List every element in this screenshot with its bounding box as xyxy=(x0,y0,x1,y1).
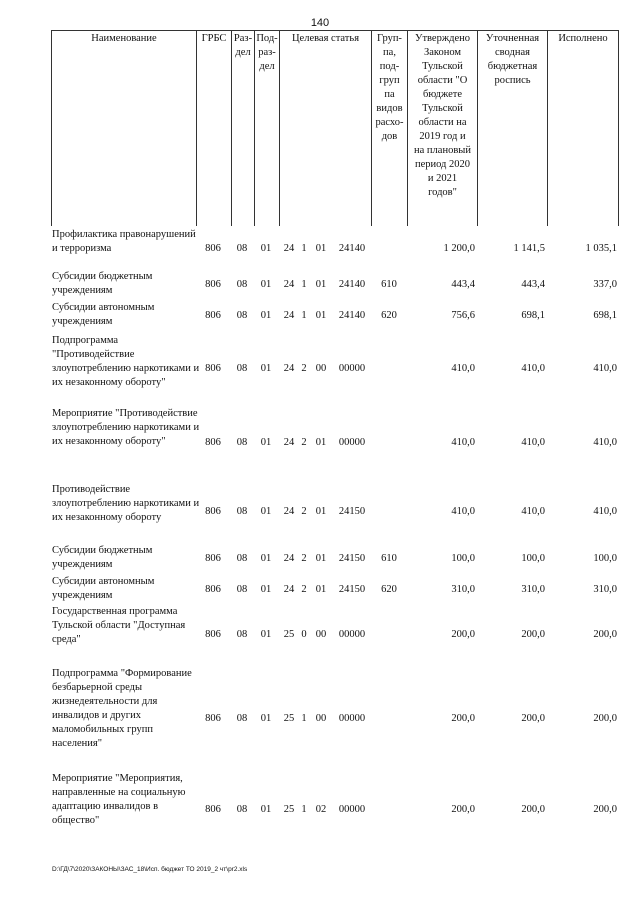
row-t4: 24140 xyxy=(338,310,366,321)
row-grbs: 806 xyxy=(205,279,221,290)
row-name: Профилактика правонарушений и терроризма xyxy=(52,229,196,254)
row-rz: 08 xyxy=(236,584,248,595)
row-rz: 08 xyxy=(236,804,248,815)
row-executed: 698,1 xyxy=(593,310,617,321)
row-grbs: 806 xyxy=(205,553,221,564)
col-podrazdel-header: Под- раз- дел xyxy=(256,33,278,72)
row-rz: 08 xyxy=(236,279,248,290)
row-t4: 24140 xyxy=(338,279,366,290)
row-approved: 443,4 xyxy=(451,279,475,290)
row-name: Мероприятие "Мероприятия, направленные на социальную адаптацию инвалидов в общество" xyxy=(52,773,186,826)
col-group-header: Груп- па, под- груп па видов расхо- дов xyxy=(375,33,404,142)
row-t4: 24140 xyxy=(338,243,366,254)
row-vr: 610 xyxy=(381,553,397,564)
row-t2: 2 xyxy=(301,584,307,595)
row-grbs: 806 xyxy=(205,629,221,640)
col-razdel-header: Раз- дел xyxy=(233,33,253,58)
row-t2: 2 xyxy=(301,553,307,564)
row-pr: 01 xyxy=(260,437,272,448)
row-grbs: 806 xyxy=(205,506,221,517)
row-t1: 25 xyxy=(283,713,295,724)
row-t4: 24150 xyxy=(338,553,366,564)
row-pr: 01 xyxy=(260,713,272,724)
row-t1: 25 xyxy=(283,804,295,815)
row-rz: 08 xyxy=(236,713,248,724)
row-t3: 01 xyxy=(315,506,327,517)
col-grbs-header: ГРБС xyxy=(201,33,227,44)
row-pr: 01 xyxy=(260,243,272,254)
row-executed: 200,0 xyxy=(593,804,617,815)
row-executed: 410,0 xyxy=(593,437,617,448)
row-name: Субсидии автономным учреждениям xyxy=(52,576,155,601)
row-grbs: 806 xyxy=(205,243,221,254)
row-t3: 00 xyxy=(315,713,327,724)
row-vr: 610 xyxy=(381,279,397,290)
row-approved: 410,0 xyxy=(451,437,475,448)
row-rz: 08 xyxy=(236,437,248,448)
row-t1: 24 xyxy=(283,437,295,448)
row-t3: 01 xyxy=(315,279,327,290)
row-refined: 698,1 xyxy=(521,310,545,321)
row-executed: 200,0 xyxy=(593,713,617,724)
row-t4: 24150 xyxy=(338,506,366,517)
row-grbs: 806 xyxy=(205,804,221,815)
row-refined: 1 141,5 xyxy=(513,243,545,254)
row-t2: 2 xyxy=(301,363,307,374)
row-refined: 410,0 xyxy=(521,506,545,517)
row-refined: 310,0 xyxy=(521,584,545,595)
row-approved: 200,0 xyxy=(451,804,475,815)
row-t2: 1 xyxy=(301,279,307,290)
row-refined: 443,4 xyxy=(521,279,545,290)
row-pr: 01 xyxy=(260,553,272,564)
row-t4: 00000 xyxy=(338,713,366,724)
table-header xyxy=(51,30,619,226)
row-refined: 200,0 xyxy=(521,804,545,815)
row-executed: 410,0 xyxy=(593,363,617,374)
col-refined-header: Уточненная сводная бюджетная роспись xyxy=(485,33,540,86)
row-t1: 24 xyxy=(283,310,295,321)
row-t1: 24 xyxy=(283,584,295,595)
row-t2: 2 xyxy=(301,506,307,517)
row-refined: 200,0 xyxy=(521,713,545,724)
col-approved-header: Утверждено Законом Тульской области "О бюджете Тульской области на 2019 год и на плановый период 2020 и 2021 годов" xyxy=(414,33,471,198)
row-pr: 01 xyxy=(260,279,272,290)
col-name-header: Наименование xyxy=(91,33,157,44)
row-t3: 01 xyxy=(315,243,327,254)
row-pr: 01 xyxy=(260,584,272,595)
row-t3: 01 xyxy=(315,437,327,448)
row-t4: 00000 xyxy=(338,804,366,815)
row-vr: 620 xyxy=(381,584,397,595)
row-pr: 01 xyxy=(260,629,272,640)
row-pr: 01 xyxy=(260,363,272,374)
row-executed: 200,0 xyxy=(593,629,617,640)
row-name: Субсидии бюджетным учреждениям xyxy=(52,271,153,296)
row-t3: 02 xyxy=(315,804,327,815)
row-pr: 01 xyxy=(260,310,272,321)
row-approved: 756,6 xyxy=(451,310,475,321)
row-rz: 08 xyxy=(236,310,248,321)
row-t3: 00 xyxy=(315,629,327,640)
row-pr: 01 xyxy=(260,804,272,815)
col-executed-header: Исполнено xyxy=(558,33,608,44)
row-vr: 620 xyxy=(381,310,397,321)
row-executed: 310,0 xyxy=(593,584,617,595)
row-pr: 01 xyxy=(260,506,272,517)
row-approved: 200,0 xyxy=(451,629,475,640)
row-t1: 24 xyxy=(283,279,295,290)
row-rz: 08 xyxy=(236,243,248,254)
row-t1: 25 xyxy=(283,629,295,640)
row-grbs: 806 xyxy=(205,310,221,321)
file-path-footer: D:\ГД\7\2020\ЗАКОНЫ\ЗАС_18\Исп. бюджет ТО 2019_2 чт\pr2.xls xyxy=(52,866,248,873)
row-executed: 337,0 xyxy=(593,279,617,290)
row-name: Мероприятие "Противодействие злоупотреблению наркотиками и их незаконному обороту" xyxy=(52,408,200,447)
row-grbs: 806 xyxy=(205,437,221,448)
row-name: Подпрограмма "Противодействие злоупотреблению наркотиками и их незаконному обороту" xyxy=(52,335,200,388)
row-rz: 08 xyxy=(236,629,248,640)
row-t2: 1 xyxy=(301,310,307,321)
row-grbs: 806 xyxy=(205,584,221,595)
col-target-header: Целевая статья xyxy=(291,33,360,44)
row-rz: 08 xyxy=(236,506,248,517)
row-grbs: 806 xyxy=(205,363,221,374)
row-refined: 410,0 xyxy=(521,437,545,448)
row-t4: 00000 xyxy=(338,437,366,448)
page-number: 140 xyxy=(310,17,330,29)
row-t2: 2 xyxy=(301,437,307,448)
row-approved: 410,0 xyxy=(451,363,475,374)
row-name: Субсидии бюджетным учреждениям xyxy=(52,545,153,570)
row-t1: 24 xyxy=(283,553,295,564)
row-t1: 24 xyxy=(283,363,295,374)
row-t2: 1 xyxy=(301,243,307,254)
row-approved: 310,0 xyxy=(451,584,475,595)
row-t3: 01 xyxy=(315,584,327,595)
row-executed: 410,0 xyxy=(593,506,617,517)
row-t4: 00000 xyxy=(338,363,366,374)
row-name: Подпрограмма "Формирование безбарьерной среды жизнедеятельности для инвалидов и других маломобильных групп населения" xyxy=(52,668,192,749)
row-t1: 24 xyxy=(283,243,295,254)
row-approved: 100,0 xyxy=(451,553,475,564)
row-t1: 24 xyxy=(283,506,295,517)
row-name: Государственная программа Тульской области "Доступная среда" xyxy=(52,606,186,645)
row-grbs: 806 xyxy=(205,713,221,724)
row-t2: 1 xyxy=(301,713,307,724)
row-executed: 100,0 xyxy=(593,553,617,564)
row-t2: 0 xyxy=(301,629,307,640)
row-t3: 01 xyxy=(315,553,327,564)
row-executed: 1 035,1 xyxy=(585,243,617,254)
row-refined: 410,0 xyxy=(521,363,545,374)
row-t4: 24150 xyxy=(338,584,366,595)
row-t4: 00000 xyxy=(338,629,366,640)
row-rz: 08 xyxy=(236,363,248,374)
row-name: Противодействие злоупотреблению наркотиками и их незаконному обороту xyxy=(52,484,200,523)
row-refined: 100,0 xyxy=(521,553,545,564)
row-refined: 200,0 xyxy=(521,629,545,640)
row-approved: 410,0 xyxy=(451,506,475,517)
row-rz: 08 xyxy=(236,553,248,564)
row-t2: 1 xyxy=(301,804,307,815)
row-t3: 01 xyxy=(315,310,327,321)
row-t3: 00 xyxy=(315,363,327,374)
row-approved: 1 200,0 xyxy=(443,243,475,254)
row-approved: 200,0 xyxy=(451,713,475,724)
row-name: Субсидии автономным учреждениям xyxy=(52,302,155,327)
